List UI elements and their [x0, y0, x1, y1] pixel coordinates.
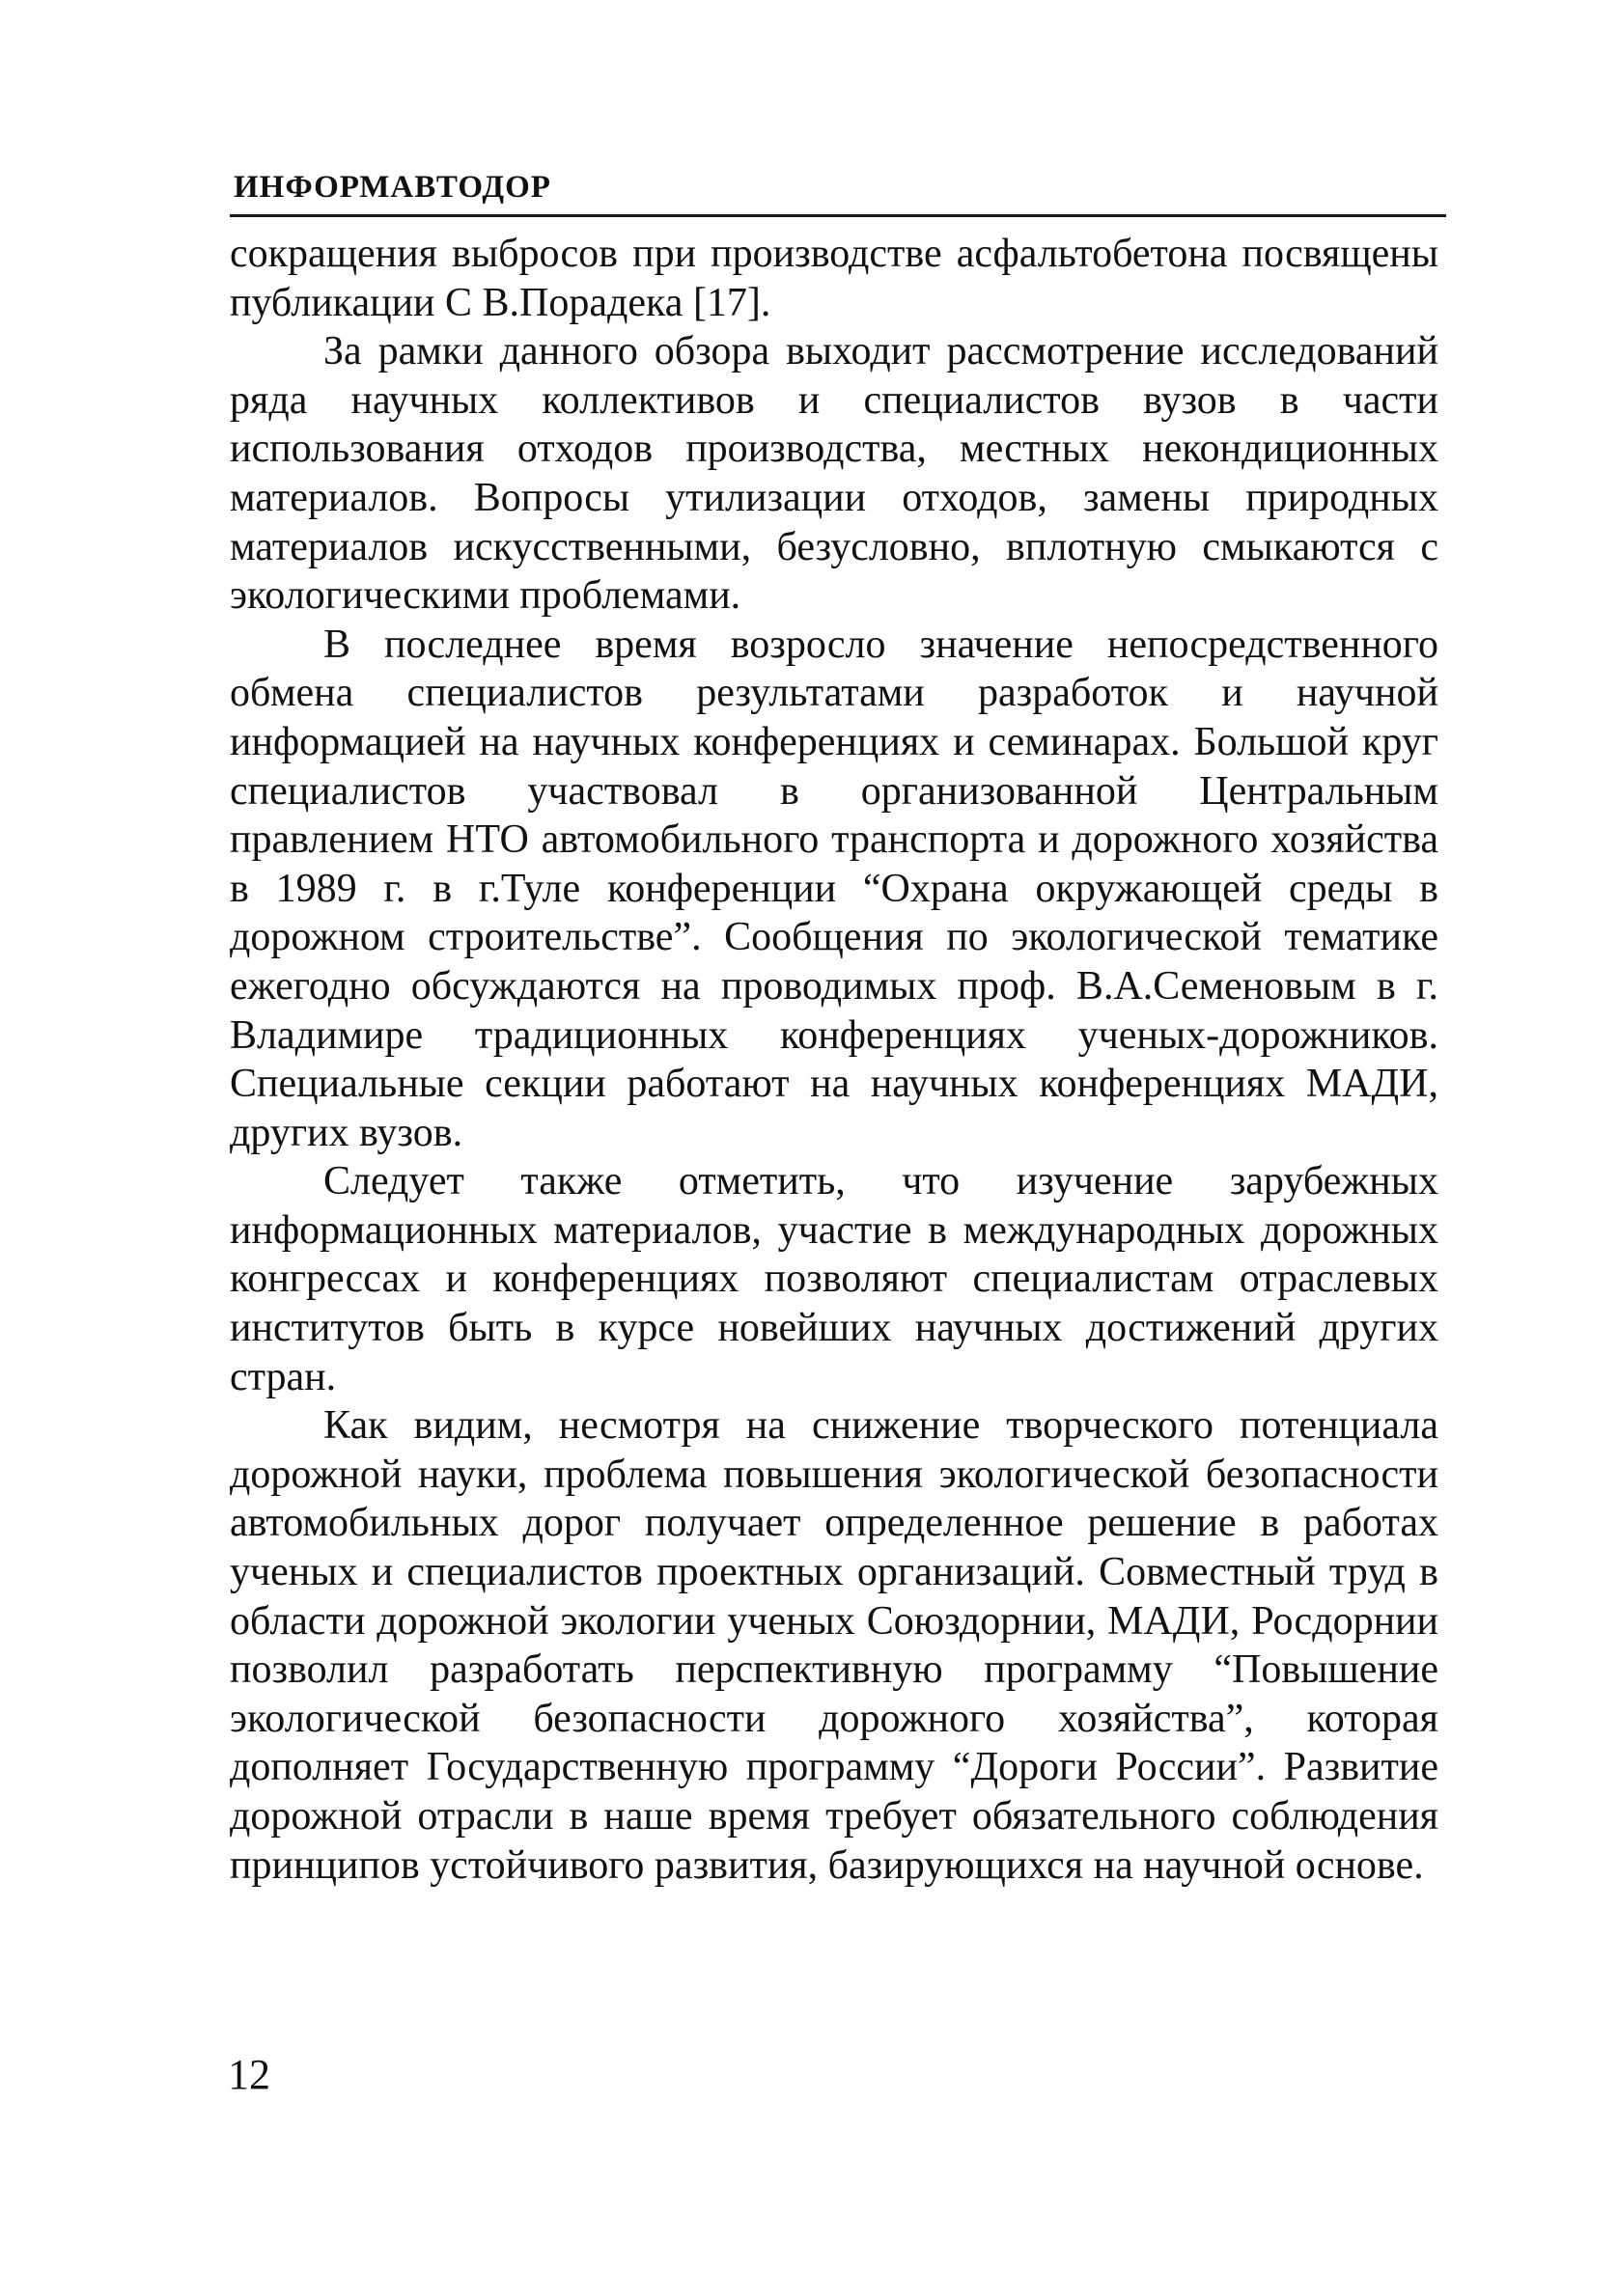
paragraph: За рамки данного обзора выходит рассмотрение исследований ряда научных коллективов и специалистов вузов в части использования отходов производства, местных некондиционных материалов. Вопросы утилизации отходов, замены природных материалов искусственными, безусловно, вплотную смыкаются с экологическими проблемами. — [230, 329, 1438, 619]
header-title: ИНФОРМАВТОДОР — [234, 170, 551, 205]
paragraph-continuation: сокращения выбросов при производстве асфальтобетона посвящены публикации С В.Порадека [17]. — [230, 232, 1438, 325]
body-text — [230, 230, 1438, 1890]
running-header — [230, 166, 1446, 217]
paragraph: В последнее время возросло значение непосредственного обмена специалистов результатами разработок и научной информацией на научных конференциях и семинарах. Большой круг специалистов участвовал в организованной Центральным правлением НТО автомобильного транспорта и дорожного хозяйства в 1989 г. в г.Туле конференции “Охрана окружающей среды в дорожном строительстве”. Сообщения по экологической тематике ежегодно обсуждаются на проводимых проф. В.А.Семеновым в г. Владимире традиционных конференциях ученых-дорожников. Специальные секции работают на научных конференциях МАДИ, других вузов. — [230, 622, 1438, 1155]
paragraph: Следует также отметить, что изучение зарубежных информационных материалов, участие в международных дорожных конгрессах и конференциях позволяют специалистам отраслевых институтов быть в курсе новейших научных достижений других стран. — [230, 1159, 1438, 1399]
page-number: 12 — [228, 2051, 270, 2098]
paragraph: Как видим, несмотря на снижение творческого потенциала дорожной науки, проблема повышения экологической безопасности автомобильных дорог получает определенное решение в работах ученых и специалистов проектных организаций. Совместный труд в области дорожной экологии ученых Союздорнии, МАДИ, Росдорнии позволил разработать перспективную программу “Повышение экологической безопасности дорожного хозяйства”, которая дополняет Государственную программу “Дороги России”. Развитие дорожной отрасли в наше время требует обязательного соблюдения принципов устойчивого развития, базирующихся на научной основе. — [230, 1403, 1438, 1888]
